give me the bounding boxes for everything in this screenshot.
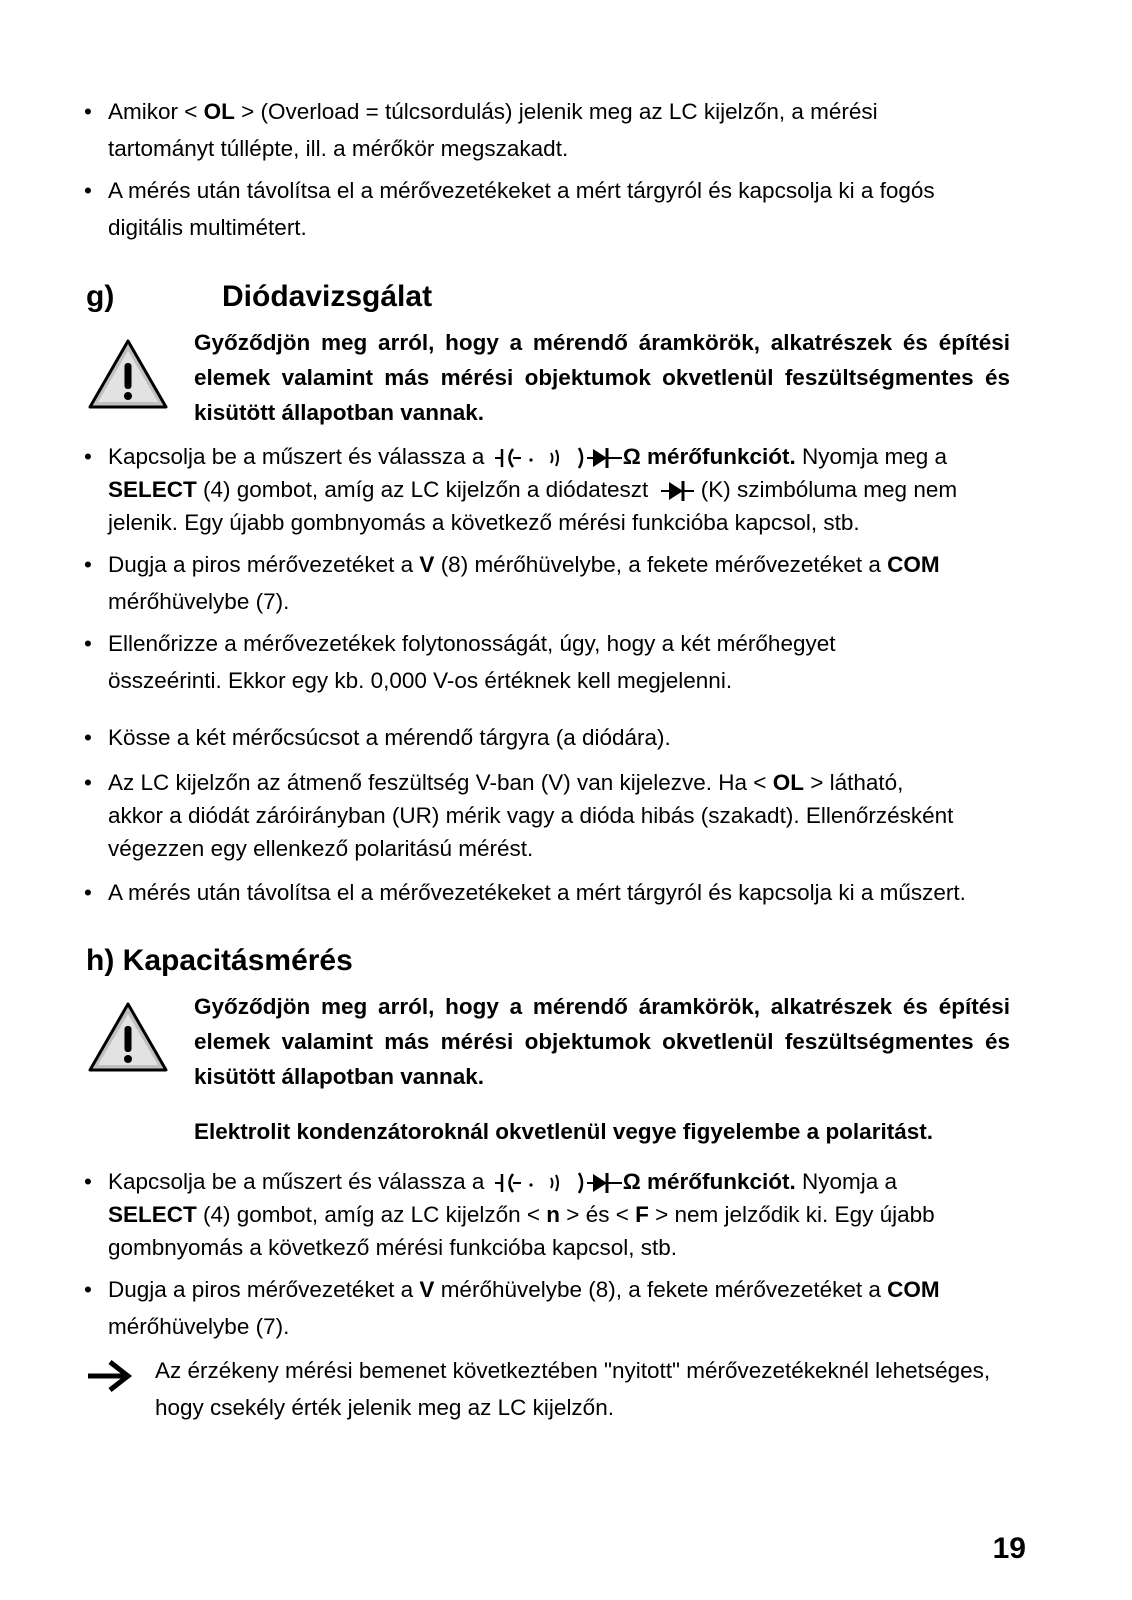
section-title-h: h) Kapacitásmérés xyxy=(86,944,353,977)
function-symbols-icon xyxy=(491,444,623,472)
arrow-right-icon xyxy=(86,1358,132,1394)
warning-polarity: Elektrolit kondenzátoroknál okvetlenül vegye figyelembe a polaritást. xyxy=(194,1119,933,1144)
warning-text-g: Győződjön meg arról, hogy a mérendő áramkörök, alkatrészek és építési elemek valamint más mérési objektumok okvetlenül feszültségmentes és kisütött állapotban vannak. xyxy=(194,330,1010,425)
warning-triangle-icon xyxy=(86,337,170,411)
bullet-dot: • xyxy=(84,631,92,656)
bullet-dot: • xyxy=(84,725,92,750)
bullet-dot: • xyxy=(84,770,92,795)
bullet-dot: • xyxy=(84,444,92,469)
note-sensitive-input: Az érzékeny mérési bemenet következtében "nyitott" mérővezetékeknél lehetséges, hogy csekély érték jelenik meg az LC kijelzőn. xyxy=(155,1358,991,1420)
bullet-dot: • xyxy=(84,880,92,905)
warning-text-h: Győződjön meg arról, hogy a mérendő áramkörök, alkatrészek és építési elemek valamint más mérési objektumok okvetlenül feszültségmentes és kisütött állapotban vannak. xyxy=(194,994,1010,1089)
manual-page: • Amikor < OL > (Overload = túlcsordulás) jelenik meg az LC kijelzőn, a mérési tartományt túllépte, ill. a mérőkör megszakadt. • A mérés után távolítsa el a mérővezetékeket a mért tárgyról és kapcsolja ki a fogós digitális multimétert. g) Diódavizsgálat Győződjön meg arról, hogy a mérendő áramkörök, alkatrészek és építési elemek valamint más mérési objektumok okvetlenül feszültségmentes és kisütött állapotban vannak. • Kapcsolja be a műszert és válassza a Ω mérőfunkciót. Nyomja meg a SELECT (4) gombot, amíg az LC kijelzőn a diódateszt (K) szimbóluma meg nem jelenik. Egy újabb gombnyomás a következő mérési funkcióba kapcsol, stb. • Dugja a piros mérővezetéket a V (8) mérőhüvelybe, a fekete mérővezetéket a COM mérőhüvelybe (7). • Ellenőrizze a mérővezetékek folytonosságát, úgy, hogy a két mérőhegyet összeérinti. Ekkor egy kb. 0,000 V-os értéknek kell megjelenni. • Kösse a két mérőcsúcsot a mérendő tárgyra (a diódára). • Az LC kijelzőn az átmenő feszültség V-ban (V) van kijelezve. Ha < OL > látható, akkor a diódát záróirányban (UR) mérik vagy a dióda hibás (szakadt). Ellenőrzésként végezzen egy ellenkező polaritású mérést. • A mérés után távolítsa el a mérővezetékeket a mért tárgyról és kapcsolja ki a műszert. h) Kapacitásmérés Győződjön meg arról, hogy a mérendő áramkörök, alkatrészek és építési elemek valamint más mérési objektumok okvetlenül feszültségmentes és kisütött állapotban vannak. Elektrolit kondenzátoroknál okvetlenül vegye figyelembe a polaritást. • Kapcsolja be a műszert és válassza a Ω mérőfunkciót. Nyomja a SELECT (4) gombot, amíg az LC kijelzőn < n > és < F > nem jelződik ki. Egy újabb gombnyomás a következő mérési funkcióba kapcsol, stb. • Dugja a piros mérővezetéket a V mérőhüvelybe (8), a fekete mérővezetéket a COM mérőhüvelybe (7). Az érzékeny mérési bemenet következtében "nyitott" mérővezetékeknél lehetséges, hogy csekély érték jelenik meg az LC kijelzőn. 19 xyxy=(0,0,1132,1600)
diode-icon xyxy=(661,478,695,504)
bullet-dot: • xyxy=(84,99,92,124)
function-symbols-icon xyxy=(491,1169,623,1197)
bullet-dot: • xyxy=(84,552,92,577)
section-label-g: g) xyxy=(86,280,115,313)
bullet-dot: • xyxy=(84,1169,92,1194)
warning-triangle-icon xyxy=(86,1000,170,1074)
bullet-dot: • xyxy=(84,1277,92,1302)
section-title-g: Diódavizsgálat xyxy=(222,280,433,313)
bullet-dot: • xyxy=(84,178,92,203)
page-number: 19 xyxy=(992,1532,1026,1565)
